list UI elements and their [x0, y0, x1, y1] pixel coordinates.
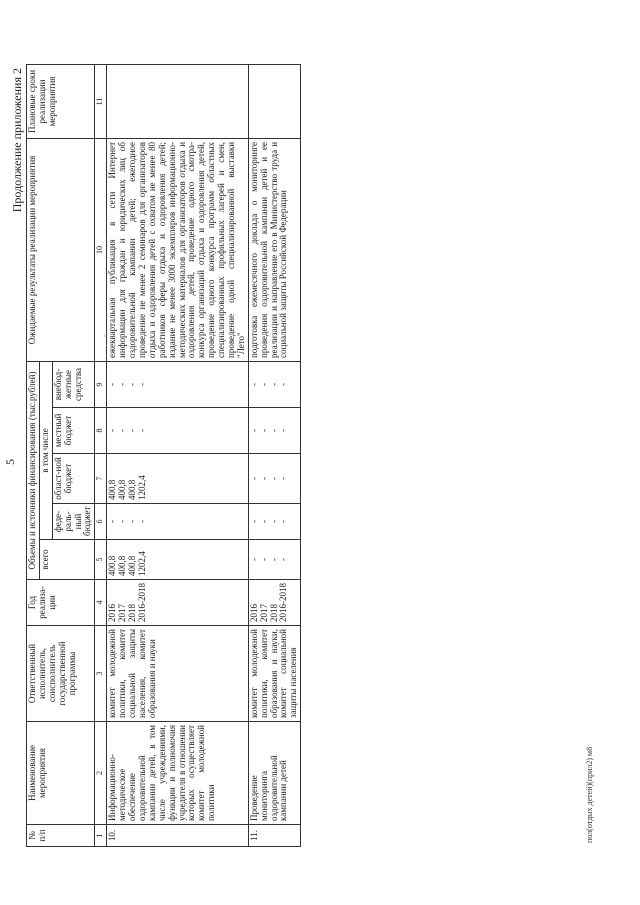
column-number: 9 [95, 361, 107, 407]
total-value: - [258, 558, 269, 561]
regional-value: - [278, 477, 289, 480]
executor: комитет молодежной политики, комитет образования и науки, комитет социальной защиты населения [248, 626, 300, 722]
extra-cell [107, 361, 248, 407]
continuation-heading: Продолжение приложения 2 [10, 68, 24, 213]
header-regional: област-ной бюджет [52, 454, 95, 504]
column-number: 3 [95, 626, 107, 722]
regional-cell [248, 454, 300, 504]
total-value: 400,8 [117, 555, 128, 576]
column-number: 1 [95, 825, 107, 847]
year-value: 2016 [107, 604, 118, 622]
extra-value: - [278, 383, 289, 386]
federal-value: - [117, 520, 128, 523]
federal-value: - [248, 520, 259, 523]
federal-value: - [107, 520, 118, 523]
federal-value: - [268, 520, 279, 523]
total-value: - [248, 558, 259, 561]
year-value: 2016-2018 [137, 583, 148, 622]
measure-name: Проведение мониторинга оздоровительной кампании детей [248, 722, 300, 825]
page-number: 5 [3, 459, 17, 465]
header-federal: феде-раль-ный бюджет [52, 504, 95, 540]
federal-cell [248, 504, 300, 540]
extra-cell [248, 361, 300, 407]
header-name: Наименование мероприятия [27, 722, 95, 825]
local-cell [248, 408, 300, 454]
year-value: 2016 [248, 604, 259, 622]
local-value: - [137, 429, 148, 432]
financing-table [26, 64, 301, 847]
regional-value: 400,8 [127, 479, 138, 500]
regional-value: - [248, 477, 259, 480]
expected-results: подготовка ежемесячного доклада о мониторинге проведения оздоровительной кампании детей и ее реализации и направление его в Министерство труда и социальной защиты Российской Федерации [248, 138, 300, 361]
planned-terms [107, 64, 248, 138]
extra-value: - [248, 383, 259, 386]
file-footer: пол(отдых детей)(прил2) м8 [585, 746, 594, 843]
header-funding-group: Объемы и источники финансирования (тыс.рублей) [27, 361, 40, 579]
planned-terms [248, 64, 300, 138]
header-extra: внебюд-жетные средства [52, 361, 95, 407]
local-value: - [127, 429, 138, 432]
scan-speck: . . - [100, 331, 109, 357]
total-value: - [268, 558, 279, 561]
regional-value: - [258, 477, 269, 480]
extra-value: - [107, 383, 118, 386]
expected-results: ежеквартальная публикация в сети Интернет информации для граждан и юридических лиц об оздоровительной кампании детей; ежегодное проведение не менее 2 семинаров для организаторов отдыха и оздоровления детей с охватом не менее 80 работников сферы отдыха и оздоровления детей; издание не менее 3000 экземпляров информационно-методических материалов для организаторов отдыха и оздоровления детей, проведение одного смотра-конкурса организаций отдыха и оздоровления детей, проведение одного конкурса программ областных специализированных профильных лагерей и смен, проведение одной специализированной выставки "Лето" [107, 138, 248, 361]
local-value: - [117, 429, 128, 432]
year-value: 2017 [117, 604, 128, 622]
year-value: 2017 [258, 604, 269, 622]
regional-value: - [268, 477, 279, 480]
extra-value: - [258, 383, 269, 386]
header-year: Год реализа-ции [27, 580, 95, 626]
total-cell [107, 540, 248, 580]
extra-value: - [127, 383, 138, 386]
federal-value: - [127, 520, 138, 523]
column-number: 5 [95, 540, 107, 580]
years-cell [248, 580, 300, 626]
column-number: 4 [95, 580, 107, 626]
year-value: 2018 [268, 604, 279, 622]
column-number: 7 [95, 454, 107, 504]
header-num: № п/п [27, 825, 95, 847]
header-including: в том числе [39, 361, 52, 539]
total-value: 400,8 [127, 555, 138, 576]
header-local: местный бюджет [52, 408, 95, 454]
years-cell [107, 580, 248, 626]
column-number: 6 [95, 504, 107, 540]
federal-value: - [137, 520, 148, 523]
local-value: - [268, 429, 279, 432]
year-value: 2016-2018 [278, 583, 289, 622]
executor: комитет молодежной политики, комитет социальной защиты населения, комитет образования и науки [107, 626, 248, 722]
table-row [107, 64, 248, 846]
regional-value: 400,8 [117, 479, 128, 500]
local-value: - [107, 429, 118, 432]
total-value: 400,8 [107, 555, 118, 576]
local-cell [107, 408, 248, 454]
header-total: всего [39, 540, 94, 580]
local-value: - [248, 429, 259, 432]
column-number-row [95, 64, 107, 846]
column-number: 8 [95, 408, 107, 454]
local-value: - [258, 429, 269, 432]
column-number: 10 [95, 138, 107, 361]
header-terms: Плановые сроки реализации мероприятия [27, 64, 95, 138]
row-number: 10. [107, 825, 248, 847]
total-cell [248, 540, 300, 580]
extra-value: - [137, 383, 148, 386]
regional-value: 1202,4 [137, 475, 148, 500]
header-executor: Ответственный исполнитель, соисполнитель государственной программы [27, 626, 95, 722]
federal-cell [107, 504, 248, 540]
column-number: 2 [95, 722, 107, 825]
local-value: - [278, 429, 289, 432]
table-row [248, 64, 300, 846]
column-number: 11 [95, 64, 107, 138]
regional-cell [107, 454, 248, 504]
header-results: Ожидаемые результаты реализации мероприятия [27, 138, 95, 361]
federal-value: - [258, 520, 269, 523]
measure-name: Информационно-методическое обеспечение оздоровительной кампании детей, в том числе учреждениями, функции и полномочия учредителя в отношении которых осуществляет комитет молодежной политики [107, 722, 248, 825]
year-value: 2018 [127, 604, 138, 622]
federal-value: - [278, 520, 289, 523]
row-number: 11. [248, 825, 300, 847]
total-value: 1202,4 [137, 551, 148, 576]
regional-value: 400,8 [107, 479, 118, 500]
extra-value: - [117, 383, 128, 386]
extra-value: - [268, 383, 279, 386]
total-value: - [278, 558, 289, 561]
